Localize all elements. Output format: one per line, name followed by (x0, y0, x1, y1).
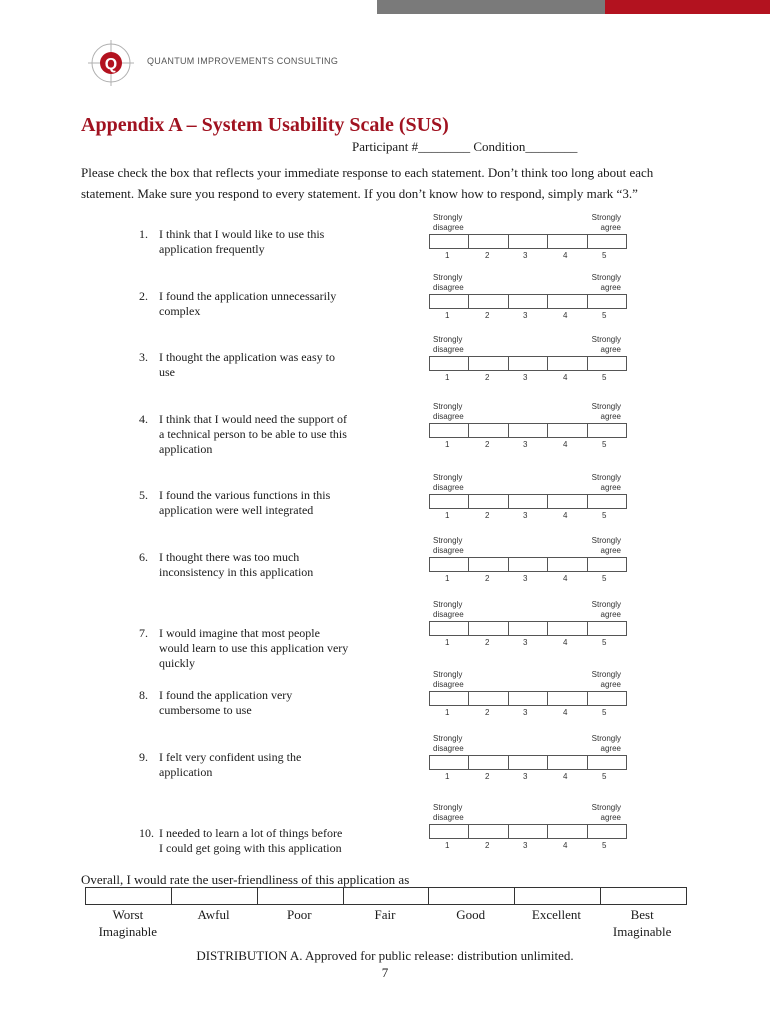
question-number: 9. (139, 750, 148, 764)
question-text: I found the application very cumbersome to use (159, 688, 293, 717)
likert-numbers (429, 311, 627, 321)
likert-scale-6 (429, 536, 627, 594)
overall-rating-box-5[interactable] (429, 888, 515, 904)
likert-numbers (429, 574, 627, 584)
overall-rating-box-1[interactable] (86, 888, 172, 904)
likert-number: 3 (523, 373, 528, 382)
likert-numbers (429, 373, 627, 383)
likert-box-5[interactable] (588, 756, 626, 769)
likert-number: 4 (563, 574, 568, 583)
likert-boxes (429, 691, 627, 706)
overall-rating-box-6[interactable] (515, 888, 601, 904)
likert-box-4[interactable] (548, 825, 587, 838)
strongly-disagree-label: Strongly disagree (433, 600, 464, 619)
strongly-agree-label: Strongly agree (591, 600, 621, 619)
likert-box-2[interactable] (469, 756, 508, 769)
strongly-agree-label: Strongly agree (591, 670, 621, 689)
likert-box-5[interactable] (588, 495, 626, 508)
likert-boxes (429, 234, 627, 249)
likert-number: 3 (523, 511, 528, 520)
likert-box-1[interactable] (430, 825, 469, 838)
likert-scale-7 (429, 600, 627, 658)
likert-box-4[interactable] (548, 424, 587, 437)
likert-number: 4 (563, 772, 568, 781)
likert-number: 5 (602, 708, 607, 717)
likert-numbers (429, 440, 627, 450)
overall-rating-label: Excellent (531, 907, 581, 922)
likert-number: 4 (563, 841, 568, 850)
likert-number: 4 (563, 638, 568, 647)
question-number: 6. (139, 550, 148, 564)
strongly-agree-label: Strongly agree (591, 335, 621, 354)
likert-scale-9 (429, 734, 627, 792)
likert-number: 2 (485, 772, 490, 781)
question-number: 1. (139, 227, 148, 241)
likert-box-2[interactable] (469, 495, 508, 508)
overall-rating-box-7[interactable] (601, 888, 686, 904)
strongly-disagree-label: Strongly disagree (433, 803, 464, 822)
likert-boxes (429, 557, 627, 572)
likert-number: 3 (523, 440, 528, 449)
likert-boxes (429, 621, 627, 636)
likert-number: 4 (563, 511, 568, 520)
strongly-disagree-label: Strongly disagree (433, 536, 464, 555)
likert-box-5[interactable] (588, 692, 626, 705)
question-text: I found the various functions in this application were well integrated (159, 488, 331, 517)
likert-number: 3 (523, 251, 528, 260)
question-3 (0, 350, 770, 410)
likert-number: 5 (602, 638, 607, 647)
likert-box-4[interactable] (548, 295, 587, 308)
likert-box-5[interactable] (588, 424, 626, 437)
likert-boxes (429, 755, 627, 770)
likert-number: 2 (485, 440, 490, 449)
overall-rating-label: Awful (197, 907, 230, 922)
likert-box-5[interactable] (588, 558, 626, 571)
likert-number: 1 (445, 440, 450, 449)
question-text: I felt very confident using the application (159, 750, 302, 779)
likert-number: 5 (602, 511, 607, 520)
likert-number: 5 (602, 772, 607, 781)
likert-box-2[interactable] (469, 424, 508, 437)
question-7 (0, 626, 770, 686)
likert-number: 1 (445, 311, 450, 320)
strongly-agree-label: Strongly agree (591, 473, 621, 492)
likert-number: 1 (445, 373, 450, 382)
likert-box-3[interactable] (509, 295, 548, 308)
likert-box-3[interactable] (509, 424, 548, 437)
question-number: 10. (139, 826, 154, 840)
company-name: QUANTUM IMPROVEMENTS CONSULTING (147, 56, 339, 66)
likert-box-3[interactable] (509, 756, 548, 769)
strongly-disagree-label: Strongly disagree (433, 734, 464, 753)
question-number: 5. (139, 488, 148, 502)
strongly-agree-label: Strongly agree (591, 213, 621, 232)
likert-box-4[interactable] (548, 692, 587, 705)
question-4 (0, 412, 770, 472)
question-2 (0, 289, 770, 349)
likert-number: 5 (602, 251, 607, 260)
overall-rating-label: Best Imaginable (612, 907, 672, 939)
likert-number: 3 (523, 311, 528, 320)
likert-scale-10 (429, 803, 627, 861)
question-number: 8. (139, 688, 148, 702)
likert-number: 2 (485, 708, 490, 717)
likert-box-1[interactable] (430, 295, 469, 308)
likert-box-4[interactable] (548, 357, 587, 370)
likert-box-1[interactable] (430, 692, 469, 705)
likert-scale-1 (429, 213, 627, 271)
overall-prompt: Overall, I would rate the user-friendliness of this application as (81, 872, 410, 887)
likert-box-5[interactable] (588, 295, 626, 308)
likert-box-3[interactable] (509, 495, 548, 508)
participant-condition-line: Participant #________ Condition________ (352, 139, 578, 154)
likert-box-2[interactable] (469, 295, 508, 308)
likert-number: 3 (523, 841, 528, 850)
likert-scale-5 (429, 473, 627, 531)
likert-number: 2 (485, 638, 490, 647)
question-text: I think that I would need the support of a technical person to be able to use this application (159, 412, 347, 456)
likert-number: 4 (563, 251, 568, 260)
likert-box-5[interactable] (588, 357, 626, 370)
likert-box-1[interactable] (430, 424, 469, 437)
overall-rating-label: Good (456, 907, 486, 922)
likert-numbers (429, 708, 627, 718)
likert-box-4[interactable] (548, 558, 587, 571)
distribution-statement: DISTRIBUTION A. Approved for public release: distribution unlimited. (196, 948, 574, 963)
likert-box-4[interactable] (548, 235, 587, 248)
likert-scale-8 (429, 670, 627, 728)
likert-boxes (429, 494, 627, 509)
overall-rating-box-3[interactable] (258, 888, 344, 904)
likert-box-2[interactable] (469, 825, 508, 838)
likert-box-3[interactable] (509, 825, 548, 838)
overall-rating-boxes (85, 887, 687, 905)
likert-numbers (429, 841, 627, 851)
likert-number: 1 (445, 251, 450, 260)
strongly-agree-label: Strongly agree (591, 734, 621, 753)
likert-scale-3 (429, 335, 627, 393)
strongly-agree-label: Strongly agree (591, 536, 621, 555)
likert-numbers (429, 511, 627, 521)
likert-box-4[interactable] (548, 622, 587, 635)
likert-scale-4 (429, 402, 627, 460)
likert-numbers (429, 772, 627, 782)
overall-rating-label: Worst Imaginable (98, 907, 158, 939)
question-text: I would imagine that most people would learn to use this application very quickly (159, 626, 349, 670)
strongly-disagree-label: Strongly disagree (433, 670, 464, 689)
header-bar-red (605, 0, 770, 14)
likert-number: 2 (485, 841, 490, 850)
likert-box-1[interactable] (430, 495, 469, 508)
likert-box-3[interactable] (509, 622, 548, 635)
strongly-disagree-label: Strongly disagree (433, 335, 464, 354)
likert-number: 4 (563, 311, 568, 320)
likert-number: 3 (523, 574, 528, 583)
overall-rating-label: Poor (287, 907, 312, 922)
likert-box-3[interactable] (509, 235, 548, 248)
strongly-disagree-label: Strongly disagree (433, 213, 464, 232)
strongly-disagree-label: Strongly disagree (433, 473, 464, 492)
likert-number: 2 (485, 251, 490, 260)
likert-box-4[interactable] (548, 756, 587, 769)
question-6 (0, 550, 770, 610)
strongly-agree-label: Strongly agree (591, 803, 621, 822)
instructions-text: Please check the box that reflects your immediate response to each statement. Don’t think too long about each statement. Make sure you respond to every statement. If you don’t know how to respond, simply mark “3.” (81, 165, 654, 201)
likert-number: 2 (485, 511, 490, 520)
logo-letter: Q (104, 56, 118, 73)
likert-number: 4 (563, 440, 568, 449)
likert-box-5[interactable] (588, 235, 626, 248)
strongly-disagree-label: Strongly disagree (433, 402, 464, 421)
likert-box-4[interactable] (548, 495, 587, 508)
likert-number: 1 (445, 772, 450, 781)
company-logo-icon (86, 40, 136, 86)
strongly-agree-label: Strongly agree (591, 402, 621, 421)
page-title: Appendix A – System Usability Scale (SUS) (81, 114, 449, 136)
likert-number: 1 (445, 841, 450, 850)
question-number: 4. (139, 412, 148, 426)
likert-number: 5 (602, 311, 607, 320)
question-5 (0, 488, 770, 548)
likert-number: 1 (445, 708, 450, 717)
likert-number: 2 (485, 311, 490, 320)
likert-box-2[interactable] (469, 692, 508, 705)
likert-number: 3 (523, 638, 528, 647)
question-9 (0, 750, 770, 810)
likert-box-5[interactable] (588, 622, 626, 635)
question-8 (0, 688, 770, 748)
likert-number: 5 (602, 841, 607, 850)
likert-box-1[interactable] (430, 622, 469, 635)
overall-rating-box-4[interactable] (344, 888, 430, 904)
header-bar-gray (377, 0, 605, 14)
likert-number: 4 (563, 708, 568, 717)
likert-number: 2 (485, 574, 490, 583)
strongly-agree-label: Strongly agree (591, 273, 621, 292)
question-text: I found the application unnecessarily complex (159, 289, 337, 318)
likert-box-1[interactable] (430, 235, 469, 248)
question-1 (0, 227, 770, 287)
likert-number: 3 (523, 708, 528, 717)
likert-box-3[interactable] (509, 692, 548, 705)
likert-number: 2 (485, 373, 490, 382)
likert-box-1[interactable] (430, 558, 469, 571)
likert-number: 1 (445, 574, 450, 583)
likert-number: 1 (445, 511, 450, 520)
likert-box-1[interactable] (430, 357, 469, 370)
likert-number: 5 (602, 440, 607, 449)
overall-rating-label: Fair (374, 907, 396, 922)
likert-box-1[interactable] (430, 756, 469, 769)
likert-box-2[interactable] (469, 235, 508, 248)
question-text: I thought the application was easy to use (159, 350, 335, 379)
likert-box-5[interactable] (588, 825, 626, 838)
likert-number: 3 (523, 772, 528, 781)
question-text: I think that I would like to use this application frequently (159, 227, 325, 256)
likert-numbers (429, 251, 627, 261)
strongly-disagree-label: Strongly disagree (433, 273, 464, 292)
likert-boxes (429, 423, 627, 438)
overall-rating-box-2[interactable] (172, 888, 258, 904)
likert-number: 4 (563, 373, 568, 382)
likert-box-3[interactable] (509, 357, 548, 370)
question-text: I thought there was too much inconsistency in this application (159, 550, 314, 579)
likert-box-2[interactable] (469, 622, 508, 635)
likert-boxes (429, 356, 627, 371)
likert-number: 5 (602, 373, 607, 382)
page-number: 7 (381, 965, 389, 980)
question-text: I needed to learn a lot of things before I could get going with this application (159, 826, 343, 855)
likert-numbers (429, 638, 627, 648)
question-number: 7. (139, 626, 148, 640)
likert-box-3[interactable] (509, 558, 548, 571)
question-number: 2. (139, 289, 148, 303)
likert-number: 5 (602, 574, 607, 583)
likert-boxes (429, 824, 627, 839)
likert-box-2[interactable] (469, 558, 508, 571)
likert-number: 1 (445, 638, 450, 647)
likert-boxes (429, 294, 627, 309)
question-number: 3. (139, 350, 148, 364)
likert-box-2[interactable] (469, 357, 508, 370)
likert-scale-2 (429, 273, 627, 331)
